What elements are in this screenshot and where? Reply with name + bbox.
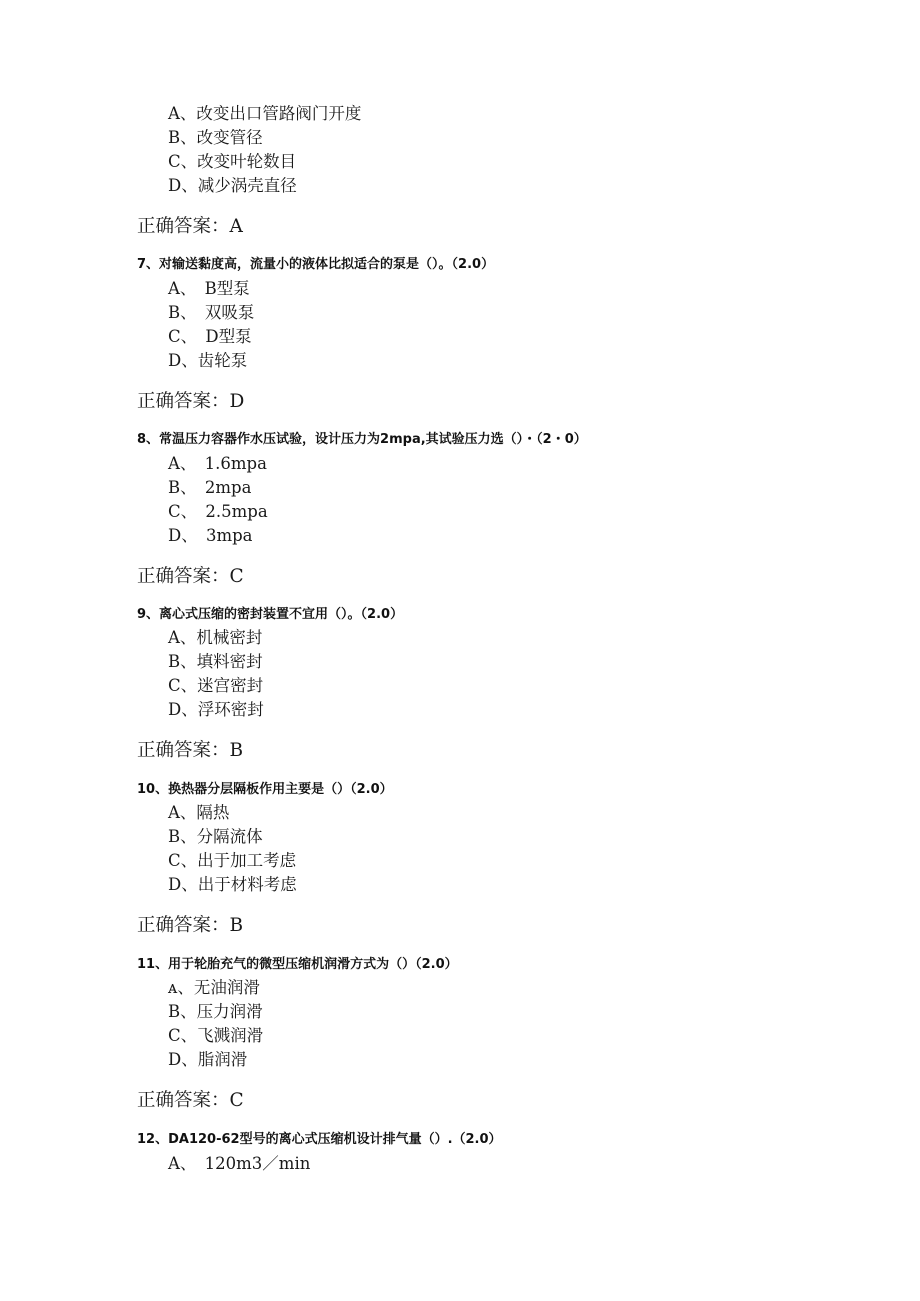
answer-line: 正确答案：B <box>137 740 244 761</box>
answer-line: 正确答案：C <box>137 566 244 587</box>
question-11-text: 11、用于轮胎充气的微型压缩机润滑方式为（）（2.0） <box>137 957 458 972</box>
option-d: D、减少涡壳直径 <box>168 176 297 195</box>
answer-line: 正确答案：B <box>137 915 244 936</box>
option-c: C、 2.5mpa <box>168 502 268 521</box>
answer-line: 正确答案：D <box>137 391 245 412</box>
option-a: A、改变出口管路阀门开度 <box>168 104 362 123</box>
option-a: A、 1.6mpa <box>168 454 267 473</box>
option-b: B、 双吸泵 <box>168 303 255 322</box>
option-a: A、 B型泵 <box>168 279 250 298</box>
question-12-text: 12、DA120-62型号的离心式压缩机设计排气量（）.（2.0） <box>137 1132 502 1147</box>
option-c: C、 D型泵 <box>168 327 252 346</box>
answer-line: 正确答案：A <box>137 216 243 237</box>
option-c: C、迷宫密封 <box>168 676 264 695</box>
option-d: D、脂润滑 <box>168 1050 248 1069</box>
option-b: B、分隔流体 <box>168 827 263 846</box>
question-9-text: 9、离心式压缩的密封装置不宜用（）。（2.0） <box>137 607 404 622</box>
option-d: D、浮环密封 <box>168 700 264 719</box>
question-8-text: 8、常温压力容器作水压试验，设计压力为2mpa,其试验压力选（）・（2・0） <box>137 432 587 447</box>
option-c: C、飞溅润滑 <box>168 1026 264 1045</box>
option-b: B、填料密封 <box>168 652 263 671</box>
option-b: B、压力润滑 <box>168 1002 263 1021</box>
option-a: A、隔热 <box>168 803 230 822</box>
option-c: C、改变叶轮数目 <box>168 152 297 171</box>
option-a: A、 120m3／min <box>168 1154 311 1173</box>
question-7-text: 7、对输送黏度高，流量小的液体比拟适合的泵是（）。（2.0） <box>137 257 495 272</box>
option-a: A、机械密封 <box>168 628 263 647</box>
option-d: D、出于材料考虑 <box>168 875 297 894</box>
answer-line: 正确答案：C <box>137 1090 244 1111</box>
option-b: B、 2mpa <box>168 478 252 497</box>
option-c: C、出于加工考虑 <box>168 851 297 870</box>
option-d: D、齿轮泵 <box>168 351 248 370</box>
option-d: D、 3mpa <box>168 526 253 545</box>
question-10-text: 10、换热器分层隔板作用主要是（）（2.0） <box>137 782 393 797</box>
option-b: B、改变管径 <box>168 128 263 147</box>
option-a: ᴀ、无油润滑 <box>168 978 260 997</box>
